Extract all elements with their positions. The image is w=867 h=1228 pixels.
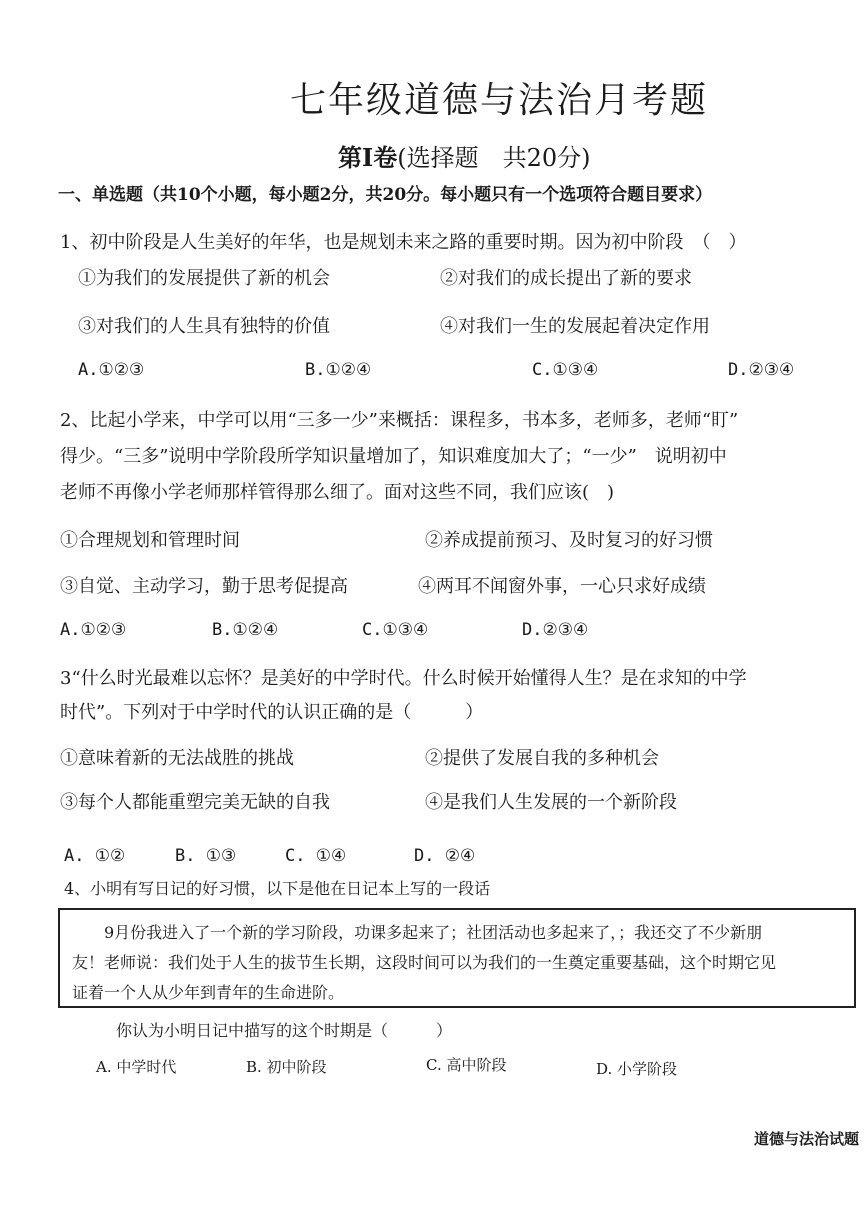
q3-choice-a: A. ①② bbox=[64, 846, 126, 866]
q1-choice-b: B.①②④ bbox=[305, 360, 372, 380]
q2-stem-line-3: 老师不再像小学老师那样管得那么细了。面对这些不同，我们应该( ) bbox=[60, 482, 615, 503]
q1-choice-a: A.①②③ bbox=[78, 360, 145, 380]
diary-line-2: 友！老师说：我们处于人生的拔节生长期，这段时间可以为我们的一生奠定重要基础，这个时期它见 bbox=[72, 953, 777, 972]
q1-choice-c: C.①③④ bbox=[532, 360, 599, 380]
q3-stem-line-1: 3“什么时光最难以忘怀？是美好的中学时代。什么时候开始懂得人生？是在求知的中学 bbox=[60, 668, 747, 689]
subtitle-volume: 第Ⅰ卷 bbox=[338, 143, 398, 172]
subtitle-detail: (选择题 共20分) bbox=[397, 144, 591, 172]
q4-question: 你认为小明日记中描写的这个时期是（ ） bbox=[116, 1021, 453, 1040]
q1-choice-d: D.②③④ bbox=[728, 360, 795, 380]
q2-item-3: ③自觉、主动学习，勤于思考促提高 bbox=[60, 576, 348, 597]
q2-item-4: ④两耳不闻窗外事，一心只求好成绩 bbox=[418, 576, 706, 597]
q1-item-2: ②对我们的成长提出了新的要求 bbox=[440, 268, 692, 289]
q1-item-4: ④对我们一生的发展起着决定作用 bbox=[440, 316, 710, 337]
q2-choice-c: C.①③④ bbox=[362, 620, 429, 640]
q2-stem-line-2: 得少。“三多”说明中学阶段所学知识量增加了，知识难度加大了；“一少” 说明初中 bbox=[60, 446, 727, 467]
q3-item-3: ③每个人都能重塑完美无缺的自我 bbox=[60, 792, 330, 813]
diary-line-3: 证着一个人从少年到青年的生命进阶。 bbox=[72, 983, 345, 1002]
q2-item-2: ②养成提前预习、及时复习的好习惯 bbox=[425, 530, 713, 551]
section-subtitle bbox=[338, 138, 591, 173]
q4-choice-b: B. 初中阶段 bbox=[246, 1058, 327, 1076]
q4-choice-d: D. 小学阶段 bbox=[596, 1060, 678, 1078]
diary-line-1: 9月份我进入了一个新的学习阶段，功课多起来了；社团活动也多起来了，；我还交了不少新朋 bbox=[72, 923, 763, 942]
q3-choice-b: B. ①③ bbox=[175, 846, 237, 866]
q1-item-3: ③对我们的人生具有独特的价值 bbox=[78, 316, 330, 337]
page-footer: 道德与法治试题 bbox=[753, 1130, 859, 1148]
q3-item-1: ①意味着新的无法战胜的挑战 bbox=[60, 748, 294, 769]
q4-stem: 4、小明有写日记的好习惯，以下是他在日记本上写的一段话 bbox=[64, 879, 491, 898]
q3-choice-d: D. ②④ bbox=[414, 846, 476, 866]
diary-excerpt-box bbox=[58, 908, 856, 1008]
q2-stem-line-1: 2、比起小学来，中学可以用“三多一少”来概括：课程多，书本多，老师多，老师“盯” bbox=[60, 410, 739, 431]
q2-choice-d: D.②③④ bbox=[522, 620, 589, 640]
q3-item-2: ②提供了发展自我的多种机会 bbox=[425, 748, 659, 769]
page-title: 七年级道德与法治月考题 bbox=[290, 80, 709, 121]
q1-item-1: ①为我们的发展提供了新的机会 bbox=[78, 268, 330, 289]
q2-item-1: ①合理规划和管理时间 bbox=[60, 530, 240, 551]
q3-choice-c: C. ①④ bbox=[285, 846, 347, 866]
q1-stem: 1、初中阶段是人生美好的年华，也是规划未来之路的重要时期。因为初中阶段 （ ） bbox=[60, 232, 747, 253]
q4-choice-a: A. 中学时代 bbox=[96, 1058, 177, 1076]
q4-choice-c: C. 高中阶段 bbox=[426, 1056, 507, 1074]
q2-choice-a: A.①②③ bbox=[60, 620, 127, 640]
q3-stem-line-2: 时代”。下列对于中学时代的认识正确的是（ ） bbox=[60, 702, 484, 723]
q3-item-4: ④是我们人生发展的一个新阶段 bbox=[425, 792, 677, 813]
section-heading: 一、单选题（共10个小题，每小题2分，共20分。每小题只有一个选项符合题目要求） bbox=[58, 185, 713, 205]
q2-choice-b: B.①②④ bbox=[212, 620, 279, 640]
